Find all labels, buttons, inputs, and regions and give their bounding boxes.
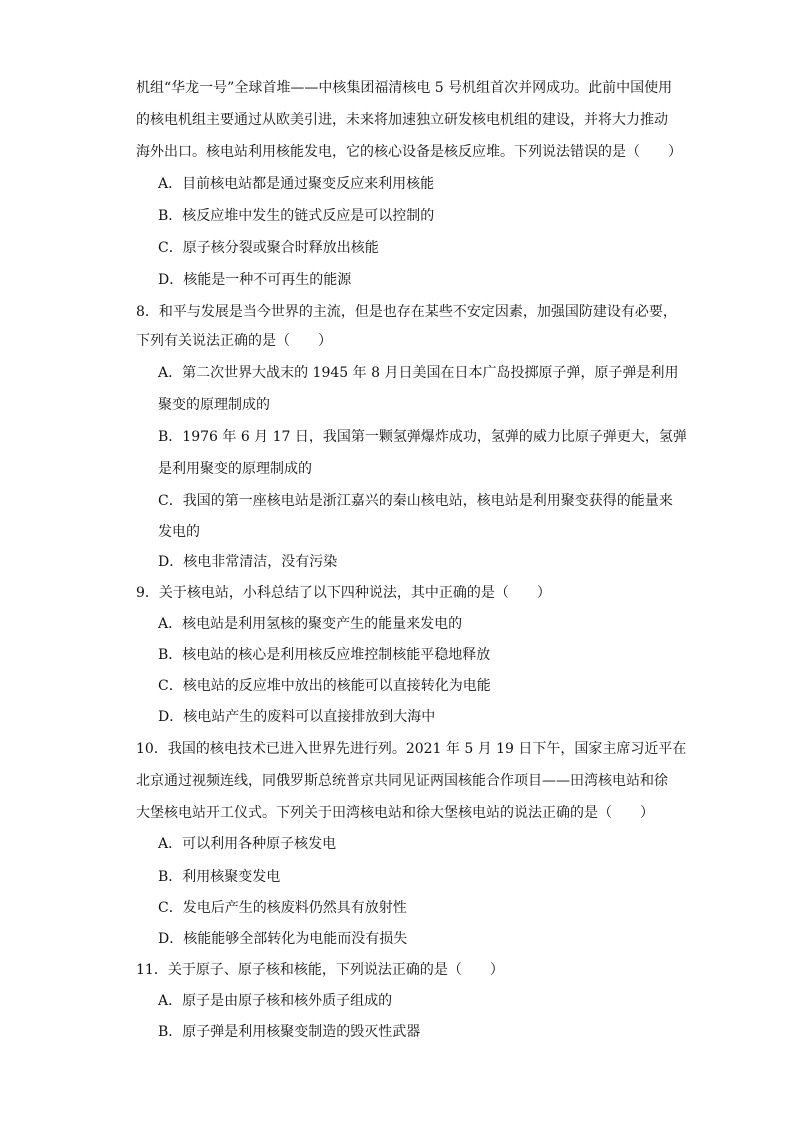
q10-option-c: C．发电后产生的核废料仍然具有放射性	[158, 900, 407, 916]
q8-option-b-line-1: B．1976 年 6 月 17 日，我国第一颗氢弹爆炸成功，氢弹的威力比原子弹更大，氢弹	[158, 429, 687, 445]
q11-option-a: A．原子是由原子核和核外质子组成的	[158, 993, 393, 1009]
q8-option-c-line-2: 发电的	[158, 524, 200, 540]
q10-option-a: A．可以利用各种原子核发电	[158, 836, 337, 852]
q9-option-d: D．核电站产生的废料可以直接排放到大海中	[158, 709, 436, 725]
q8-option-d: D．核电非常清洁，没有污染	[158, 554, 338, 570]
q11-option-b: B．原子弹是利用核聚变制造的毁灭性武器	[158, 1024, 421, 1040]
q10-option-d: D．核能能够全部转化为电能而没有损失	[158, 931, 408, 947]
q10-stem-line-3: 大堡核电站开工仪式。下列关于田湾核电站和徐大堡核电站的说法正确的是（ ）	[136, 805, 654, 821]
q8-stem-line-2: 下列有关说法正确的是（ ）	[136, 333, 332, 349]
q10-stem-line-1: 10．我国的核电技术已进入世界先进行列。2021 年 5 月 19 日下午，国家主席习近平在	[136, 741, 687, 757]
q7-stem-line-3: 海外出口。核电站利用核能发电，它的核心设备是核反应堆。下列说法错误的是（ ）	[136, 144, 682, 160]
q8-stem-line-1: 8．和平与发展是当今世界的主流，但是也存在某些不安定因素，加强国防建设有必要，	[136, 304, 677, 320]
q8-option-b-line-2: 是利用聚变的原理制成的	[158, 461, 312, 477]
q7-stem-line-1: 机组“华龙一号”全球首堆——中核集团福清核电 5 号机组首次并网成功。此前中国使用	[136, 80, 673, 96]
q7-option-c: C．原子核分裂或聚合时释放出核能	[158, 240, 379, 256]
q9-option-b: B．核电站的核心是利用核反应堆控制核能平稳地释放	[158, 647, 491, 663]
q11-stem-line-1: 11．关于原子、原子核和核能，下列说法正确的是（ ）	[136, 962, 504, 978]
q7-stem-line-2: 的核电机组主要通过从欧美引进，未来将加速独立研发核电机组的建设，并将大力推动	[136, 112, 668, 128]
q9-option-c: C．核电站的反应堆中放出的核能可以直接转化为电能	[158, 678, 491, 694]
q8-option-a-line-2: 聚变的原理制成的	[158, 397, 270, 413]
q10-stem-line-2: 北京通过视频连线，同俄罗斯总统普京共同见证两国核能合作项目——田湾核电站和徐	[136, 773, 668, 789]
q7-option-d: D．核能是一种不可再生的能源	[158, 272, 352, 288]
q10-option-b: B．利用核聚变发电	[158, 869, 281, 885]
q8-option-c-line-1: C．我国的第一座核电站是浙江嘉兴的秦山核电站，核电站是利用聚变获得的能量来	[158, 493, 673, 509]
q8-option-a-line-1: A．第二次世界大战末的 1945 年 8 月日美国在日本广岛投掷原子弹，原子弹是利用	[158, 365, 679, 381]
q7-option-a: A．目前核电站都是通过聚变反应来利用核能	[158, 176, 435, 192]
q9-option-a: A．核电站是利用氢核的聚变产生的能量来发电的	[158, 616, 463, 632]
q9-stem-line-1: 9．关于核电站，小科总结了以下四种说法，其中正确的是（ ）	[136, 585, 551, 601]
q7-option-b: B．核反应堆中发生的链式反应是可以控制的	[158, 208, 435, 224]
